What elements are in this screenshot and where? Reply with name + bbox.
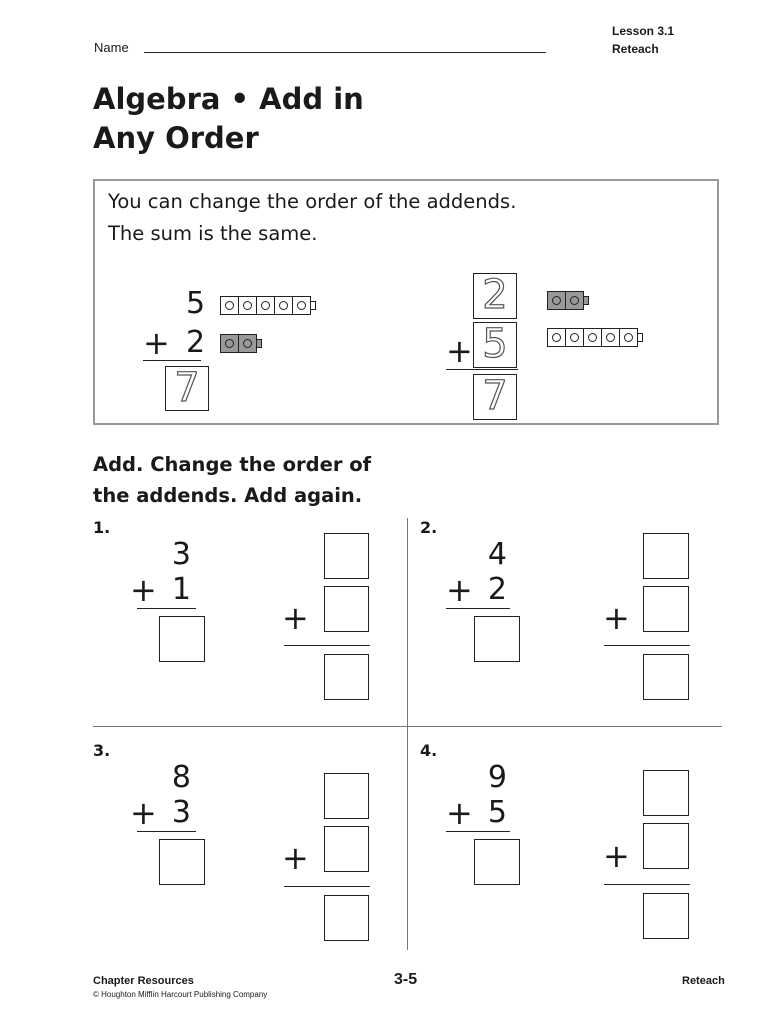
problem-3-swap-top-input[interactable] <box>324 773 369 819</box>
cube <box>292 296 311 315</box>
problem-1-sum-input[interactable] <box>159 616 205 662</box>
problem-2-sum-input[interactable] <box>474 616 520 662</box>
title-line-2: Any Order <box>93 121 259 155</box>
horizontal-divider <box>93 726 722 727</box>
problem-4-swap-sum-input[interactable] <box>643 893 689 939</box>
cube <box>583 328 602 347</box>
problem-3-swap-sum-line <box>284 886 370 887</box>
problem-2-plus-sign: + <box>446 571 473 609</box>
cube-train-two <box>548 291 589 310</box>
problem-1-label: 1. <box>93 518 111 537</box>
vertical-divider <box>407 518 408 950</box>
problem-3-label: 3. <box>93 741 111 760</box>
example-2-sum-line <box>446 369 518 370</box>
example-1-top-addend: 5 <box>186 286 206 321</box>
cube <box>547 328 566 347</box>
footer-reteach: Reteach <box>682 975 725 987</box>
problem-2-top-addend: 4 <box>487 537 507 572</box>
problem-1-swap-bottom-input[interactable] <box>324 586 369 632</box>
problem-2-label: 2. <box>420 518 438 537</box>
problem-2-swap-plus-sign: + <box>603 599 630 637</box>
lesson-label <box>612 22 674 58</box>
example-1-sum-box: 7 <box>165 366 209 411</box>
problem-2-swap-sum-line <box>604 645 690 646</box>
lesson-number: Lesson 3.1 <box>612 24 675 38</box>
example-1-sum-line <box>143 360 201 361</box>
problem-1-swap-sum-input[interactable] <box>324 654 369 700</box>
problem-4-swap-top-input[interactable] <box>643 770 689 816</box>
problem-4-sum-input[interactable] <box>474 839 520 885</box>
cube <box>274 296 293 315</box>
problem-4-bottom-addend: 5 <box>487 795 507 830</box>
problem-4-plus-sign: + <box>446 794 473 832</box>
page-title <box>93 80 364 158</box>
problem-1-swap-sum-line <box>284 645 370 646</box>
cube <box>220 334 239 353</box>
cube <box>601 328 620 347</box>
example-2-plus-sign: + <box>446 332 473 370</box>
cube-train-two <box>221 334 262 353</box>
problem-1-swap-top-input[interactable] <box>324 533 369 579</box>
cube <box>220 296 239 315</box>
problem-4-swap-sum-line <box>604 884 690 885</box>
instructions-line-2: the addends. Add again. <box>93 484 363 507</box>
name-label: Name <box>94 40 129 55</box>
example-2-bottom-addend-box: 5 <box>473 322 517 368</box>
example-1-bottom-addend: 2 <box>186 325 206 360</box>
footer-copyright: © Houghton Mifflin Harcourt Publishing Company <box>93 990 268 999</box>
example-text <box>108 186 516 250</box>
problem-2-swap-bottom-input[interactable] <box>643 586 689 632</box>
problem-3-sum-line <box>137 831 196 832</box>
cube-nub <box>311 301 316 310</box>
problem-2-swap-sum-input[interactable] <box>643 654 689 700</box>
cube <box>565 328 584 347</box>
example-text-line-2: The sum is the same. <box>108 222 318 245</box>
cube <box>238 334 257 353</box>
footer-chapter-resources: Chapter Resources <box>93 975 194 987</box>
example-2-sum-box: 7 <box>473 374 517 420</box>
problem-3-swap-sum-input[interactable] <box>324 895 369 941</box>
problem-2-sum-line <box>446 608 510 609</box>
page-number: 3-5 <box>394 971 418 988</box>
instructions <box>93 449 371 511</box>
problem-1-swap-plus-sign: + <box>282 599 309 637</box>
problem-1-plus-sign: + <box>130 571 157 609</box>
cube-nub <box>584 296 589 305</box>
cube <box>619 328 638 347</box>
problem-1-top-addend: 3 <box>171 537 191 572</box>
problem-4-sum-line <box>446 831 510 832</box>
problem-3-swap-bottom-input[interactable] <box>324 826 369 872</box>
cube <box>256 296 275 315</box>
problem-1-bottom-addend: 1 <box>171 572 191 607</box>
instructions-line-1: Add. Change the order of <box>93 453 372 476</box>
problem-3-swap-plus-sign: + <box>282 839 309 877</box>
lesson-type: Reteach <box>612 42 659 56</box>
cube-nub <box>638 333 643 342</box>
problem-3-plus-sign: + <box>130 794 157 832</box>
problem-2-bottom-addend: 2 <box>487 572 507 607</box>
problem-4-swap-plus-sign: + <box>603 837 630 875</box>
problem-3-sum-input[interactable] <box>159 839 205 885</box>
problem-3-bottom-addend: 3 <box>171 795 191 830</box>
title-line-1: Algebra • Add in <box>93 82 364 116</box>
problem-4-label: 4. <box>420 741 438 760</box>
example-1-plus-sign: + <box>143 324 170 362</box>
cube <box>565 291 584 310</box>
cube <box>238 296 257 315</box>
cube <box>547 291 566 310</box>
problem-4-top-addend: 9 <box>487 760 507 795</box>
cube-nub <box>257 339 262 348</box>
name-field-line[interactable] <box>144 52 546 53</box>
cube-train-five <box>221 296 316 315</box>
problem-2-swap-top-input[interactable] <box>643 533 689 579</box>
cube-train-five <box>548 328 643 347</box>
example-2-top-addend-box: 2 <box>473 273 517 319</box>
problem-4-swap-bottom-input[interactable] <box>643 823 689 869</box>
example-text-line-1: You can change the order of the addends. <box>108 190 517 213</box>
problem-1-sum-line <box>137 608 196 609</box>
problem-3-top-addend: 8 <box>171 760 191 795</box>
